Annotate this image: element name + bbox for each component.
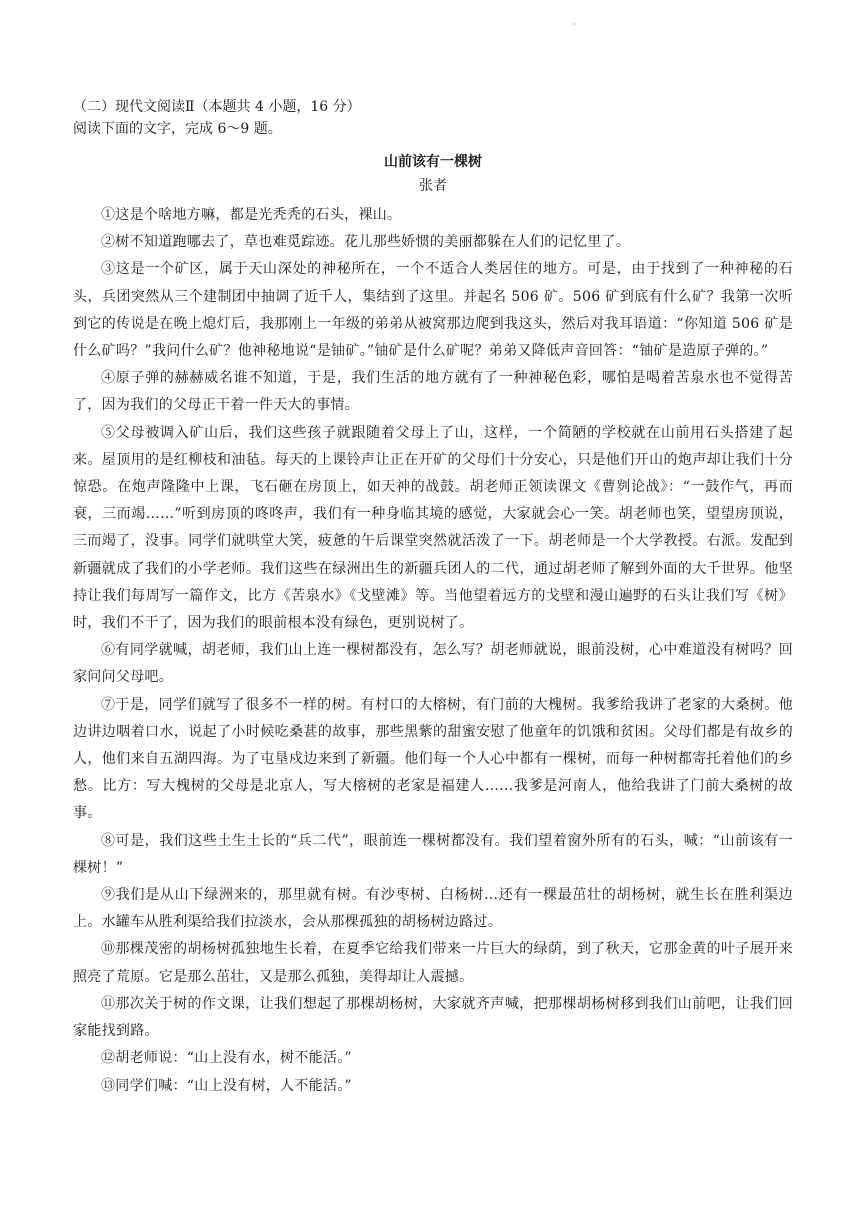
paragraph-4: ④原子弹的赫赫威名谁不知道，于是，我们生活的地方就有了一种神秘色彩，哪怕是喝着苦泉水也不觉得苦了，因为我们的父母正干着一件天大的事情。: [73, 370, 793, 414]
section-title: （二）现代文阅读Ⅱ（本题共 4 小题，16 分）: [73, 99, 361, 115]
paragraph-7: ⑦于是，同学们就写了很多不一样的树。有村口的大榕树，有门前的大槐树。我爹给我讲了老家的大桑树。他边讲边咽着口水，说起了小时候吃桑葚的故事，那些黑紫的甜蜜安慰了他童年的饥饿和贫困。父母们都是有故乡的人，他们来自五湖四海。为了屯垦戍边来到了新疆。他们每一个人心中都有一棵树，而每一种树都寄托着他们的乡愁。比方：写大槐树的父母是北京人，写大榕树的老家是福建人……我爹是河南人，他给我讲了门前大桑树的故事。: [73, 696, 793, 822]
paragraph-13: ⑬同学们喊：“山上没有树，人不能活。”: [101, 1077, 353, 1094]
paragraph-2: ②树不知道跑哪去了，草也难觅踪迹。花儿那些娇惯的美丽都躲在人们的记忆里了。: [101, 234, 631, 251]
document-page: [73, 96, 793, 1100]
paragraph-3: ③这是一个矿区，属于天山深处的神秘所在，一个不适合人类居住的地方。可是，由于找到了一种神秘的石头，兵团突然从三个建制团中抽调了近千人，集结到了这里。并起名 506 矿。506 矿到底有什么矿？我第一次听到它的传说是在晚上熄灯后，我那刚上一年级的弟弟从被窝那边爬到我这头，然后对我耳语道：“你知道 506 矿是什么矿吗？”我问什么矿？他神秘地说“是铀矿。”铀矿是什么矿呢？弟弟又降低声音回答：“铀矿是造原子弹的。”: [73, 261, 793, 360]
paragraph-5: ⑤父母被调入矿山后，我们这些孩子就跟随着父母上了山，这样，一个简陋的学校就在山前用石头搭建了起来。屋顶用的是红柳枝和油毡。每天的上课铃声让正在开矿的父母们十分安心，只是他们开山的炮声却让我们十分惊恐。在炮声隆隆中上课，飞石砸在房顶上，如天神的战鼓。胡老师正领读课文《曹刿论战》：“一鼓作气，再而衰，三而竭……”听到房顶的咚咚声，我们有一种身临其境的感觉，大家就会心一笑。胡老师也笑，望望房顶说，三而竭了，没事。同学们就哄堂大笑，疲惫的午后课堂突然就活泼了一下。胡老师是一个大学教授。右派。发配到新疆就成了我们的小学老师。我们这些在绿洲出生的新疆兵团人的二代，通过胡老师了解到外面的大千世界。他坚持让我们每周写一篇作文，比方《苦泉水》《戈壁滩》等。当他望着远方的戈壁和漫山遍野的石头让我们写《树》时，我们不干了，因为我们的眼前根本没有绿色，更别说树了。: [73, 424, 793, 632]
paragraph-12: ⑫胡老师说：“山上没有水，树不能活。”: [101, 1050, 353, 1067]
reading-instruction: 阅读下面的文字，完成 6～9 题。: [73, 121, 282, 137]
paragraph-6: ⑥有同学就喊，胡老师，我们山上连一棵树都没有，怎么写？胡老师就说，眼前没树，心中难道没有树吗？回家问问父母吧。: [73, 642, 793, 686]
paragraph-9: ⑨我们是从山下绿洲来的，那里就有树。有沙枣树、白杨树…还有一棵最茁壮的胡杨树，就生长在胜利渠边上。水罐车从胜利渠给我们拉淡水，会从那棵孤独的胡杨树边路过。: [73, 887, 793, 931]
paragraph-8: ⑧可是，我们这些土生土长的“兵二代”，眼前连一棵树都没有。我们望着窗外所有的石头，喊：“山前该有一棵树！”: [73, 832, 793, 876]
article-title: 山前该有一棵树: [384, 154, 482, 170]
header-dot: ·: [573, 20, 576, 29]
paragraph-10: ⑩那棵茂密的胡杨树孤独地生长着，在夏季它给我们带来一片巨大的绿荫，到了秋天，它那金黄的叶子展开来照亮了荒原。它是那么茁壮，又是那么孤独，美得却让人震撼。: [73, 941, 793, 985]
paragraph-1: ①这是个啥地方嘛，都是光秃秃的石头，裸山。: [101, 207, 402, 223]
paragraph-11: ⑪那次关于树的作文课，让我们想起了那棵胡杨树，大家就齐声喊，把那棵胡杨树移到我们山前吧，让我们回家能找到路。: [73, 995, 793, 1040]
article-body: [73, 202, 793, 1100]
article-author: 张者: [419, 178, 447, 194]
